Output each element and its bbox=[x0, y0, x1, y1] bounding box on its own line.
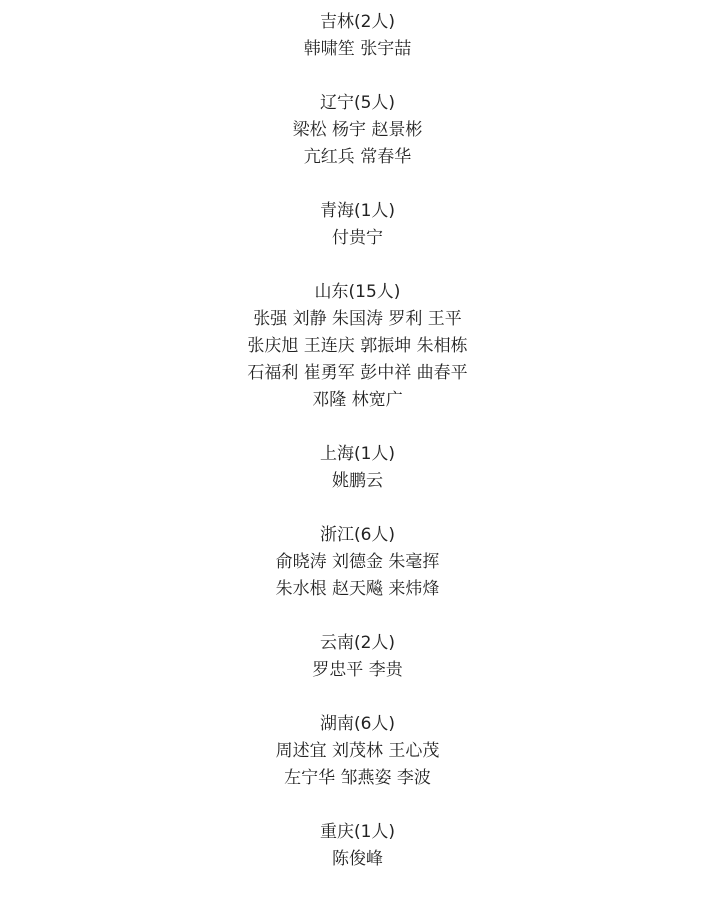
name-line: 姚鹏云 bbox=[332, 471, 383, 491]
name-line: 邓隆 林宽广 bbox=[312, 390, 403, 410]
section-liaoning bbox=[0, 90, 715, 171]
section-jilin bbox=[0, 9, 715, 63]
section-heading: 上海(1人) bbox=[319, 444, 396, 464]
name-line: 梁松 杨宇 赵景彬 bbox=[292, 120, 423, 140]
name-line: 左宁华 邹燕姿 李波 bbox=[284, 768, 431, 788]
section-qinghai bbox=[0, 198, 715, 252]
section-heading: 辽宁(5人) bbox=[319, 93, 396, 113]
section-heading: 云南(2人) bbox=[319, 633, 396, 653]
section-heading: 青海(1人) bbox=[319, 201, 396, 221]
name-line: 朱水根 赵天飚 来炜烽 bbox=[275, 579, 440, 599]
section-hunan bbox=[0, 711, 715, 792]
section-chongqing bbox=[0, 819, 715, 873]
section-heading: 湖南(6人) bbox=[319, 714, 396, 734]
name-line: 周述宜 刘茂林 王心茂 bbox=[275, 741, 440, 761]
section-shanghai bbox=[0, 441, 715, 495]
section-heading: 重庆(1人) bbox=[319, 822, 396, 842]
name-line: 石福利 崔勇军 彭中祥 曲春平 bbox=[247, 363, 468, 383]
section-yunnan bbox=[0, 630, 715, 684]
section-heading: 浙江(6人) bbox=[319, 525, 396, 545]
section-heading: 山东(15人) bbox=[314, 282, 401, 302]
section-zhejiang bbox=[0, 522, 715, 603]
section-heading: 吉林(2人) bbox=[319, 12, 396, 32]
name-line: 罗忠平 李贵 bbox=[312, 660, 403, 680]
name-line: 张强 刘静 朱国涛 罗利 王平 bbox=[253, 309, 462, 329]
name-line: 俞晓涛 刘德金 朱毫挥 bbox=[275, 552, 440, 572]
section-shandong bbox=[0, 279, 715, 414]
name-line: 韩啸笙 张宇喆 bbox=[303, 39, 412, 59]
name-line: 陈俊峰 bbox=[332, 849, 383, 869]
name-line: 张庆旭 王连庆 郭振坤 朱相栋 bbox=[247, 336, 468, 356]
name-line: 付贵宁 bbox=[332, 228, 383, 248]
name-line: 亢红兵 常春华 bbox=[303, 147, 412, 167]
